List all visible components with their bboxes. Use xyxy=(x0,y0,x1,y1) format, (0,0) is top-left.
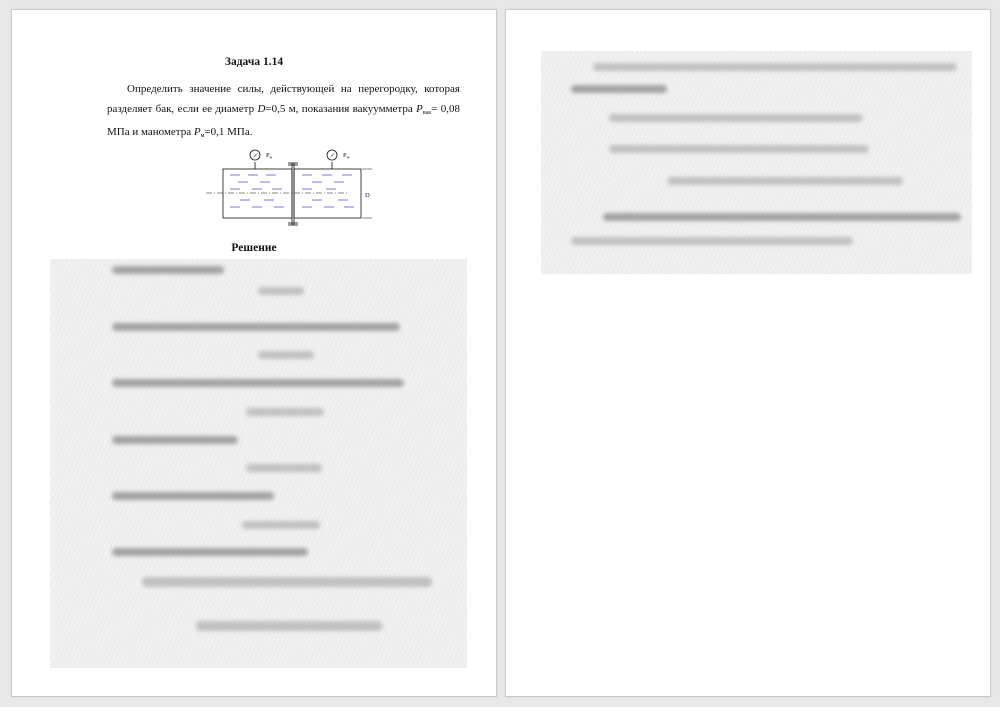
tank-diagram xyxy=(202,148,372,240)
obscured-answer-content xyxy=(541,51,972,274)
problem-statement: Определить значение силы, действующей на перегородку, которая разделяет бак, если ее диаметр D=0,5 м, показания вакуумметра $P_{вак}= 0,08$ МПа и манометра $P_м=0,1$ МПа. xyxy=(107,83,460,139)
document-page-2 xyxy=(505,9,991,697)
vacuum-gauge-label: $P_в$ xyxy=(266,152,272,160)
problem-title: Задача 1.14 xyxy=(224,56,284,68)
obscured-solution-content xyxy=(50,259,467,668)
document-page-1 xyxy=(11,9,497,697)
solution-heading: Решение xyxy=(231,242,277,254)
diameter-label: D xyxy=(365,192,370,199)
pressure-gauge-label: $P_м$ xyxy=(343,152,350,160)
